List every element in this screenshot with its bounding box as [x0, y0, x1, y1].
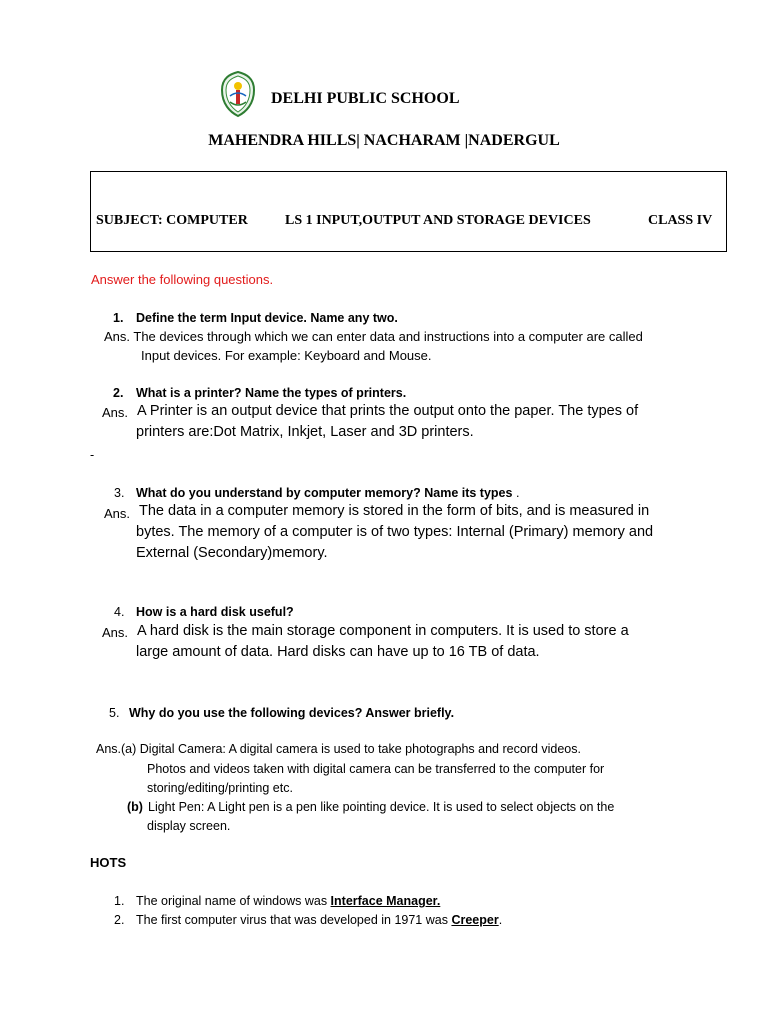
question-text: Define the term Input device. Name any two.: [136, 311, 398, 325]
answer-line: The data in a computer memory is stored in the form of bits, and is measured in: [139, 503, 650, 519]
answer-line: A Printer is an output device that prints the output onto the paper. The types of: [137, 403, 639, 419]
hots-item-number: 1.: [114, 894, 125, 908]
instruction-text: Answer the following questions.: [91, 272, 274, 287]
hots-item-answer: Creeper: [451, 913, 499, 927]
question-line: [136, 486, 519, 500]
answer-line: display screen.: [147, 819, 231, 833]
question-number: 4.: [114, 605, 125, 619]
answer-line: Photos and videos taken with digital camera can be transferred to the computer for: [147, 762, 605, 776]
answer-line: External (Secondary)memory.: [136, 545, 328, 561]
question-number: 5.: [109, 706, 120, 720]
question-text: What do you understand by computer memory? Name its types: [136, 486, 513, 500]
school-address: MAHENDRA HILLS| NACHARAM |NADERGUL: [208, 132, 560, 149]
hots-item-after: .: [498, 913, 503, 927]
answer-prefix: Ans.: [102, 405, 129, 420]
hots-item-text: The first computer virus that was developed in 1971 was: [136, 913, 452, 927]
answer-line: large amount of data. Hard disks can have up to 16 TB of data.: [136, 644, 540, 660]
answer-line: A hard disk is the main storage component in computers. It is used to store a: [137, 623, 629, 639]
school-logo: [218, 70, 258, 118]
hots-item-answer: Interface Manager.: [330, 894, 441, 908]
hots-item: [136, 894, 440, 908]
question-text: Why do you use the following devices? Answer briefly.: [129, 706, 455, 720]
question-number: 1.: [113, 311, 124, 325]
hots-item: [136, 913, 502, 927]
stray-mark: -: [90, 448, 95, 462]
subject-box: [90, 171, 727, 252]
hots-item-number: 2.: [114, 913, 125, 927]
question-text: How is a hard disk useful?: [136, 605, 294, 619]
question-number: 3.: [114, 486, 125, 500]
question-text: What is a printer? Name the types of printers.: [136, 386, 407, 400]
hots-item-text: The original name of windows was: [136, 894, 331, 908]
answer-line: Ans.(a) Digital Camera: A digital camera is used to take photographs and record videos.: [96, 742, 581, 756]
hots-title: HOTS: [90, 855, 127, 870]
question-number: 2.: [113, 386, 124, 400]
school-name: DELHI PUBLIC SCHOOL: [271, 90, 460, 107]
answer-line: Input devices. For example: Keyboard and Mouse.: [141, 348, 432, 363]
answer-prefix: Ans.: [104, 506, 131, 521]
lesson-title: LS 1 INPUT,OUTPUT AND STORAGE DEVICES: [285, 213, 591, 228]
part-b-label: (b): [127, 800, 143, 814]
answer-line: printers are:Dot Matrix, Inkjet, Laser and 3D printers.: [136, 424, 474, 440]
question-suffix: .: [515, 486, 520, 500]
answer-line: Light Pen: A Light pen is a pen like pointing device. It is used to select objects on the: [148, 800, 615, 814]
answer-line: bytes. The memory of a computer is of two types: Internal (Primary) memory and: [136, 524, 654, 540]
class-label: CLASS IV: [648, 213, 713, 228]
answer-line: Ans. The devices through which we can enter data and instructions into a computer are called: [104, 329, 643, 344]
answer-prefix: Ans.: [102, 625, 129, 640]
subject-label: SUBJECT: COMPUTER: [96, 213, 248, 228]
answer-line: storing/editing/printing etc.: [147, 781, 293, 795]
